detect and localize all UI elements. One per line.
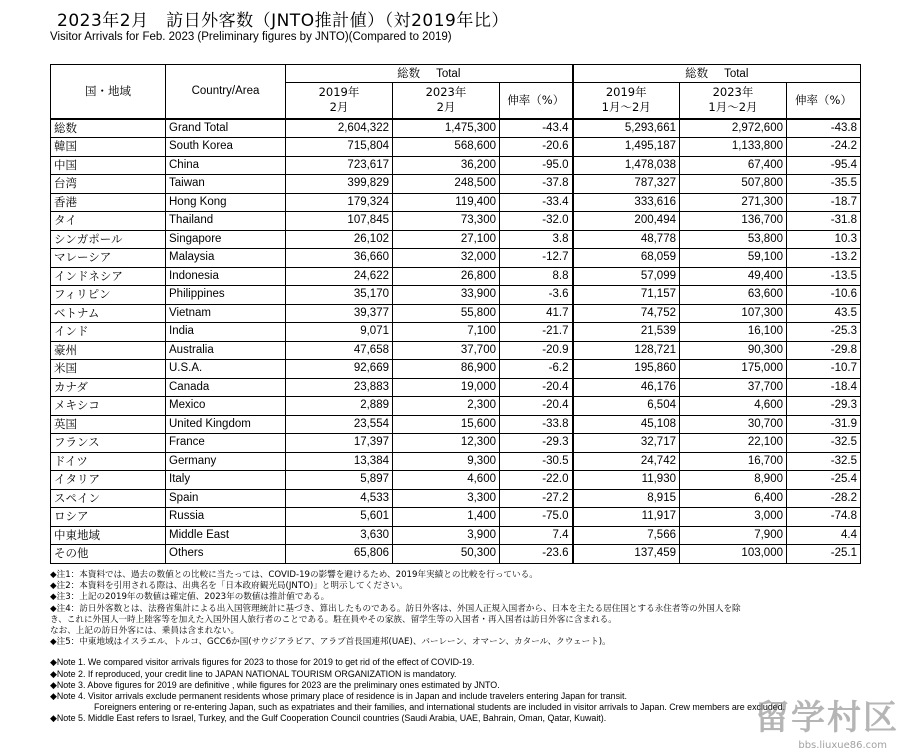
janfeb-2019-cell: 1,478,038 — [573, 156, 680, 175]
janfeb-2019-cell: 137,459 — [573, 545, 680, 564]
feb-2023-cell: 32,000 — [393, 249, 500, 268]
feb-2023-cell: 73,300 — [393, 212, 500, 231]
note-jp-line: ◆注3：上記の2019年の数値は確定値、2023年の数値は推計値である。 — [50, 592, 330, 603]
country-en-cell: Russia — [166, 508, 286, 527]
country-header: Country/Area — [166, 65, 286, 119]
note-en-line: ◆Note 5. Middle East refers to Israel, Turkey, and the Gulf Cooperation Council countries (Saudi Arabia, UAE, Bahrain, Oman, Qatar, Kuwait). — [50, 713, 607, 724]
feb-2023-cell: 119,400 — [393, 193, 500, 212]
region-jp-cell: その他 — [51, 545, 166, 564]
janfeb-2023-cell: 6,400 — [680, 489, 787, 508]
janfeb-2019-cell: 11,930 — [573, 471, 680, 490]
feb-2019-cell: 399,829 — [286, 175, 393, 194]
table-row — [51, 545, 861, 564]
group2-jp: 総数 — [685, 65, 709, 80]
janfeb-growth-cell: -31.8 — [787, 212, 861, 231]
region-jp-cell: フランス — [51, 434, 166, 453]
janfeb-growth-cell: -25.3 — [787, 323, 861, 342]
janfeb-growth-cell: -31.9 — [787, 415, 861, 434]
region-jp-cell: ベトナム — [51, 304, 166, 323]
feb-2023-cell: 27,100 — [393, 230, 500, 249]
feb-growth-cell: -33.4 — [500, 193, 573, 212]
janfeb-2019-cell: 787,327 — [573, 175, 680, 194]
region-jp-cell: タイ — [51, 212, 166, 231]
feb-growth-cell: -37.8 — [500, 175, 573, 194]
feb-2023-cell: 1,400 — [393, 508, 500, 527]
janfeb-2023-cell: 30,700 — [680, 415, 787, 434]
feb-2023-cell: 3,900 — [393, 526, 500, 545]
feb-2023-cell: 7,100 — [393, 323, 500, 342]
feb-2019-cell: 107,845 — [286, 212, 393, 231]
janfeb-2019-cell: 32,717 — [573, 434, 680, 453]
janfeb-2023-cell: 4,600 — [680, 397, 787, 416]
table-row — [51, 471, 861, 490]
region-jp-cell: イタリア — [51, 471, 166, 490]
janfeb-2019-cell: 128,721 — [573, 341, 680, 360]
feb-growth-cell: 7.4 — [500, 526, 573, 545]
janfeb-2023-cell: 16,700 — [680, 452, 787, 471]
feb-2019-cell: 23,554 — [286, 415, 393, 434]
janfeb-2019-cell: 11,917 — [573, 508, 680, 527]
note-jp-line: ◆注1：本資料では、過去の数値との比較に当たっては、COVID-19の影響を避けるため、2019年実績との比較を行っている。 — [50, 570, 538, 580]
feb-2019-cell: 92,669 — [286, 360, 393, 379]
janfeb-2019-cell: 21,539 — [573, 323, 680, 342]
feb-2019-cell: 9,071 — [286, 323, 393, 342]
table-row — [51, 249, 861, 268]
table-row — [51, 304, 861, 323]
feb-growth-cell: -75.0 — [500, 508, 573, 527]
table-row — [51, 193, 861, 212]
janfeb-2023-cell: 175,000 — [680, 360, 787, 379]
region-jp-cell: 英国 — [51, 415, 166, 434]
visitor-arrivals-table — [50, 64, 861, 564]
janfeb-2019-cell: 71,157 — [573, 286, 680, 305]
table-row — [51, 212, 861, 231]
country-en-cell: Singapore — [166, 230, 286, 249]
page-title: 2023年2月 訪日外客数（JNTO推計値）（対2019年比） — [57, 11, 509, 31]
table-row — [51, 378, 861, 397]
region-jp-cell: ドイツ — [51, 452, 166, 471]
region-jp-cell: カナダ — [51, 378, 166, 397]
feb-growth-cell: -43.4 — [500, 119, 573, 138]
janfeb-2019-cell: 333,616 — [573, 193, 680, 212]
janfeb-2019-cell: 1,495,187 — [573, 138, 680, 157]
table-row — [51, 175, 861, 194]
country-en-cell: Italy — [166, 471, 286, 490]
table-row — [51, 286, 861, 305]
janfeb-growth-cell: -10.7 — [787, 360, 861, 379]
janfeb-growth-cell: -10.6 — [787, 286, 861, 305]
region-jp-cell: 中東地域 — [51, 526, 166, 545]
country-en-cell: Taiwan — [166, 175, 286, 194]
janfeb-2023-cell: 59,100 — [680, 249, 787, 268]
feb-2023-cell: 33,900 — [393, 286, 500, 305]
country-en-cell: Middle East — [166, 526, 286, 545]
janfeb-2023-cell: 107,300 — [680, 304, 787, 323]
janfeb-growth-cell: -25.4 — [787, 471, 861, 490]
growth2-header: 伸率（%） — [787, 83, 861, 119]
janfeb-growth-cell: -25.1 — [787, 545, 861, 564]
feb-growth-cell: -20.4 — [500, 397, 573, 416]
janfeb-2023-cell: 271,300 — [680, 193, 787, 212]
table-row — [51, 526, 861, 545]
feb-2023-cell: 55,800 — [393, 304, 500, 323]
feb-growth-cell: 41.7 — [500, 304, 573, 323]
growth-header: 伸率（%） — [500, 83, 573, 119]
country-en-cell: U.S.A. — [166, 360, 286, 379]
feb-2023-cell: 12,300 — [393, 434, 500, 453]
country-en-cell: Indonesia — [166, 267, 286, 286]
col-2019-janfeb-line2: 1月～2月 — [601, 100, 651, 115]
region-jp-cell: 豪州 — [51, 341, 166, 360]
feb-2019-cell: 2,604,322 — [286, 119, 393, 138]
feb-growth-cell: -3.6 — [500, 286, 573, 305]
col-2019-janfeb-line1: 2019年 — [605, 85, 647, 100]
feb-2019-cell: 26,102 — [286, 230, 393, 249]
table-row — [51, 138, 861, 157]
janfeb-2019-cell: 46,176 — [573, 378, 680, 397]
feb-2019-cell: 179,324 — [286, 193, 393, 212]
feb-growth-cell: -27.2 — [500, 489, 573, 508]
country-en-cell: China — [166, 156, 286, 175]
janfeb-growth-cell: -74.8 — [787, 508, 861, 527]
feb-2019-cell: 36,660 — [286, 249, 393, 268]
watermark-logo: 留学村区 — [755, 698, 899, 738]
note-en-line: ◆Note 1. We compared visitor arrivals figures for 2023 to those for 2019 to get rid of the effect of COVID-19. — [50, 657, 475, 668]
table-row — [51, 267, 861, 286]
group2-en: Total — [724, 67, 749, 80]
feb-2019-cell: 4,533 — [286, 489, 393, 508]
feb-2023-cell: 3,300 — [393, 489, 500, 508]
janfeb-2019-cell: 6,504 — [573, 397, 680, 416]
feb-growth-cell: -32.0 — [500, 212, 573, 231]
janfeb-2019-cell: 48,778 — [573, 230, 680, 249]
note-en-line: ◆Note 4. Visitor arrivals exclude permanent residents whose primary place of residence is in Japan and include travelers entering Japan for transit. — [50, 691, 627, 702]
feb-2023-cell: 4,600 — [393, 471, 500, 490]
note-jp-line: ◆注4：訪日外客数とは、法務省集計による出入国管理統計に基づき、算出したものである。訪日外客は、外国人正規入国者から、日本を主たる居住国とする永住者等の外国人を除 — [50, 603, 741, 614]
janfeb-2023-cell: 49,400 — [680, 267, 787, 286]
note-en-line: ◆Note 3. Above figures for 2019 are definitive , while figures for 2023 are the preliminary ones estimated by JNTO. — [50, 679, 500, 690]
region-jp-cell: シンガポール — [51, 230, 166, 249]
feb-growth-cell: -95.0 — [500, 156, 573, 175]
feb-2019-cell: 24,622 — [286, 267, 393, 286]
region-jp-cell: フィリピン — [51, 286, 166, 305]
region-jp-cell: 米国 — [51, 360, 166, 379]
group1-en: Total — [436, 67, 461, 80]
region-jp-cell: メキシコ — [51, 397, 166, 416]
feb-2023-cell: 2,300 — [393, 397, 500, 416]
notes-jp — [50, 570, 900, 648]
janfeb-growth-cell: -35.5 — [787, 175, 861, 194]
feb-2019-cell: 723,617 — [286, 156, 393, 175]
cumulative-total-group-header — [573, 65, 861, 83]
region-jp-cell: スペイン — [51, 489, 166, 508]
country-en-cell: India — [166, 323, 286, 342]
janfeb-2023-cell: 7,900 — [680, 526, 787, 545]
page-subtitle: Visitor Arrivals for Feb. 2023 (Preliminary figures by JNTO)(Compared to 2019) — [50, 31, 452, 43]
col-2019-feb-header — [286, 83, 393, 119]
feb-growth-cell: -20.6 — [500, 138, 573, 157]
feb-2023-cell: 19,000 — [393, 378, 500, 397]
janfeb-2019-cell: 45,108 — [573, 415, 680, 434]
janfeb-2023-cell: 22,100 — [680, 434, 787, 453]
feb-growth-cell: -6.2 — [500, 360, 573, 379]
janfeb-growth-cell: 4.4 — [787, 526, 861, 545]
feb-2019-cell: 5,601 — [286, 508, 393, 527]
col-2023-feb-line1: 2023年 — [425, 85, 467, 100]
feb-2019-cell: 17,397 — [286, 434, 393, 453]
table-row — [51, 452, 861, 471]
janfeb-2023-cell: 90,300 — [680, 341, 787, 360]
country-en-cell: Philippines — [166, 286, 286, 305]
note-jp-line: ◆注5：中東地域はイスラエル、トルコ、GCC6か国(サウジアラビア、アラブ首長国連邦(UAE)、バーレーン、オマーン、カタール、クウェート)。 — [50, 637, 611, 648]
table-row — [51, 323, 861, 342]
janfeb-2023-cell: 507,800 — [680, 175, 787, 194]
feb-2019-cell: 13,384 — [286, 452, 393, 471]
group1-jp: 総数 — [397, 65, 421, 80]
janfeb-2023-cell: 3,000 — [680, 508, 787, 527]
col-2023-janfeb-header — [680, 83, 787, 119]
table-row — [51, 119, 861, 138]
feb-2023-cell: 36,200 — [393, 156, 500, 175]
region-header: 国・地域 — [51, 65, 166, 119]
country-en-cell: Spain — [166, 489, 286, 508]
janfeb-2019-cell: 8,915 — [573, 489, 680, 508]
feb-2023-cell: 248,500 — [393, 175, 500, 194]
region-jp-cell: ロシア — [51, 508, 166, 527]
table-row — [51, 341, 861, 360]
janfeb-2019-cell: 5,293,661 — [573, 119, 680, 138]
table-row — [51, 230, 861, 249]
note-jp-line: なお、上記の訪日外客には、乗員は含まれない。 — [50, 626, 240, 637]
table-row — [51, 156, 861, 175]
janfeb-2023-cell: 53,800 — [680, 230, 787, 249]
janfeb-growth-cell: -32.5 — [787, 452, 861, 471]
feb-2019-cell: 5,897 — [286, 471, 393, 490]
feb-growth-cell: -22.0 — [500, 471, 573, 490]
table-row — [51, 489, 861, 508]
janfeb-growth-cell: -24.2 — [787, 138, 861, 157]
feb-2019-cell: 47,658 — [286, 341, 393, 360]
col-2019-feb-line1: 2019年 — [318, 85, 360, 100]
janfeb-2023-cell: 2,972,600 — [680, 119, 787, 138]
feb-2023-cell: 50,300 — [393, 545, 500, 564]
feb-growth-cell: -23.6 — [500, 545, 573, 564]
feb-growth-cell: -30.5 — [500, 452, 573, 471]
janfeb-2023-cell: 103,000 — [680, 545, 787, 564]
feb-2019-cell: 35,170 — [286, 286, 393, 305]
watermark-url: bbs.liuxue86.com — [798, 740, 887, 751]
country-en-cell: Malaysia — [166, 249, 286, 268]
janfeb-growth-cell: -43.8 — [787, 119, 861, 138]
col-2023-feb-header — [393, 83, 500, 119]
feb-2023-cell: 1,475,300 — [393, 119, 500, 138]
janfeb-2019-cell: 7,566 — [573, 526, 680, 545]
country-en-cell: Canada — [166, 378, 286, 397]
country-en-cell: Grand Total — [166, 119, 286, 138]
janfeb-growth-cell: -28.2 — [787, 489, 861, 508]
feb-growth-cell: -20.4 — [500, 378, 573, 397]
feb-2023-cell: 26,800 — [393, 267, 500, 286]
country-en-cell: Vietnam — [166, 304, 286, 323]
country-en-cell: United Kingdom — [166, 415, 286, 434]
janfeb-2019-cell: 74,752 — [573, 304, 680, 323]
janfeb-2019-cell: 195,860 — [573, 360, 680, 379]
table-body — [51, 119, 861, 564]
feb-2023-cell: 15,600 — [393, 415, 500, 434]
janfeb-growth-cell: 10.3 — [787, 230, 861, 249]
region-jp-cell: 韓国 — [51, 138, 166, 157]
janfeb-growth-cell: -32.5 — [787, 434, 861, 453]
feb-2023-cell: 86,900 — [393, 360, 500, 379]
janfeb-2019-cell: 24,742 — [573, 452, 680, 471]
janfeb-2023-cell: 16,100 — [680, 323, 787, 342]
janfeb-growth-cell: -29.3 — [787, 397, 861, 416]
feb-growth-cell: 8.8 — [500, 267, 573, 286]
feb-2019-cell: 715,804 — [286, 138, 393, 157]
table-row — [51, 434, 861, 453]
col-2023-janfeb-line2: 1月～2月 — [708, 100, 758, 115]
region-jp-cell: 総数 — [51, 119, 166, 138]
feb-2019-cell: 3,630 — [286, 526, 393, 545]
janfeb-growth-cell: -13.5 — [787, 267, 861, 286]
country-en-cell: Hong Kong — [166, 193, 286, 212]
note-jp-line: ◆注2：本資料を引用される際は、出典名を「日本政府観光局(JNTO)」と明示してください。 — [50, 581, 408, 592]
janfeb-2023-cell: 8,900 — [680, 471, 787, 490]
country-en-cell: Thailand — [166, 212, 286, 231]
feb-2019-cell: 23,883 — [286, 378, 393, 397]
janfeb-2023-cell: 37,700 — [680, 378, 787, 397]
janfeb-growth-cell: -18.7 — [787, 193, 861, 212]
feb-growth-cell: -12.7 — [500, 249, 573, 268]
feb-growth-cell: -29.3 — [500, 434, 573, 453]
note-en-line: Foreigners entering or re-entering Japan, such as expatriates and their families, and international students are included in visitor arrivals to Japan. Crew members are excluded. — [94, 702, 786, 713]
feb-2023-cell: 37,700 — [393, 341, 500, 360]
table-row — [51, 508, 861, 527]
feb-growth-cell: -33.8 — [500, 415, 573, 434]
janfeb-2019-cell: 200,494 — [573, 212, 680, 231]
janfeb-2023-cell: 63,600 — [680, 286, 787, 305]
feb-growth-cell: -20.9 — [500, 341, 573, 360]
col-2019-janfeb-header — [573, 83, 680, 119]
region-jp-cell: インドネシア — [51, 267, 166, 286]
janfeb-2023-cell: 136,700 — [680, 212, 787, 231]
janfeb-2019-cell: 57,099 — [573, 267, 680, 286]
janfeb-growth-cell: -29.8 — [787, 341, 861, 360]
col-2023-janfeb-line1: 2023年 — [712, 85, 754, 100]
country-en-cell: South Korea — [166, 138, 286, 157]
region-jp-cell: マレーシア — [51, 249, 166, 268]
region-jp-cell: インド — [51, 323, 166, 342]
note-jp-line: き、これに外国人一時上陸客等を加えた入国外国人旅行者のことである。駐在員やその家族、留学生等の入国者・再入国者は訪日外客に含まれる。 — [50, 614, 617, 625]
feb-2019-cell: 65,806 — [286, 545, 393, 564]
janfeb-growth-cell: -18.4 — [787, 378, 861, 397]
country-en-cell: Others — [166, 545, 286, 564]
table-row — [51, 415, 861, 434]
country-en-cell: Germany — [166, 452, 286, 471]
feb-2019-cell: 39,377 — [286, 304, 393, 323]
region-jp-cell: 台湾 — [51, 175, 166, 194]
feb-growth-cell: 3.8 — [500, 230, 573, 249]
table-row — [51, 360, 861, 379]
feb-2023-cell: 568,600 — [393, 138, 500, 157]
monthly-total-group-header — [286, 65, 573, 83]
feb-2019-cell: 2,889 — [286, 397, 393, 416]
country-en-cell: Australia — [166, 341, 286, 360]
col-2019-feb-line2: 2月 — [329, 100, 349, 115]
janfeb-2023-cell: 67,400 — [680, 156, 787, 175]
janfeb-2019-cell: 68,059 — [573, 249, 680, 268]
note-en-line: ◆Note 2. If reproduced, your credit line to JAPAN NATIONAL TOURISM ORGANIZATION is mandatory. — [50, 668, 457, 679]
janfeb-growth-cell: 43.5 — [787, 304, 861, 323]
feb-2023-cell: 9,300 — [393, 452, 500, 471]
janfeb-growth-cell: -95.4 — [787, 156, 861, 175]
table-row — [51, 397, 861, 416]
janfeb-2023-cell: 1,133,800 — [680, 138, 787, 157]
region-jp-cell: 香港 — [51, 193, 166, 212]
country-en-cell: Mexico — [166, 397, 286, 416]
feb-growth-cell: -21.7 — [500, 323, 573, 342]
col-2023-feb-line2: 2月 — [436, 100, 456, 115]
country-en-cell: France — [166, 434, 286, 453]
janfeb-growth-cell: -13.2 — [787, 249, 861, 268]
region-jp-cell: 中国 — [51, 156, 166, 175]
